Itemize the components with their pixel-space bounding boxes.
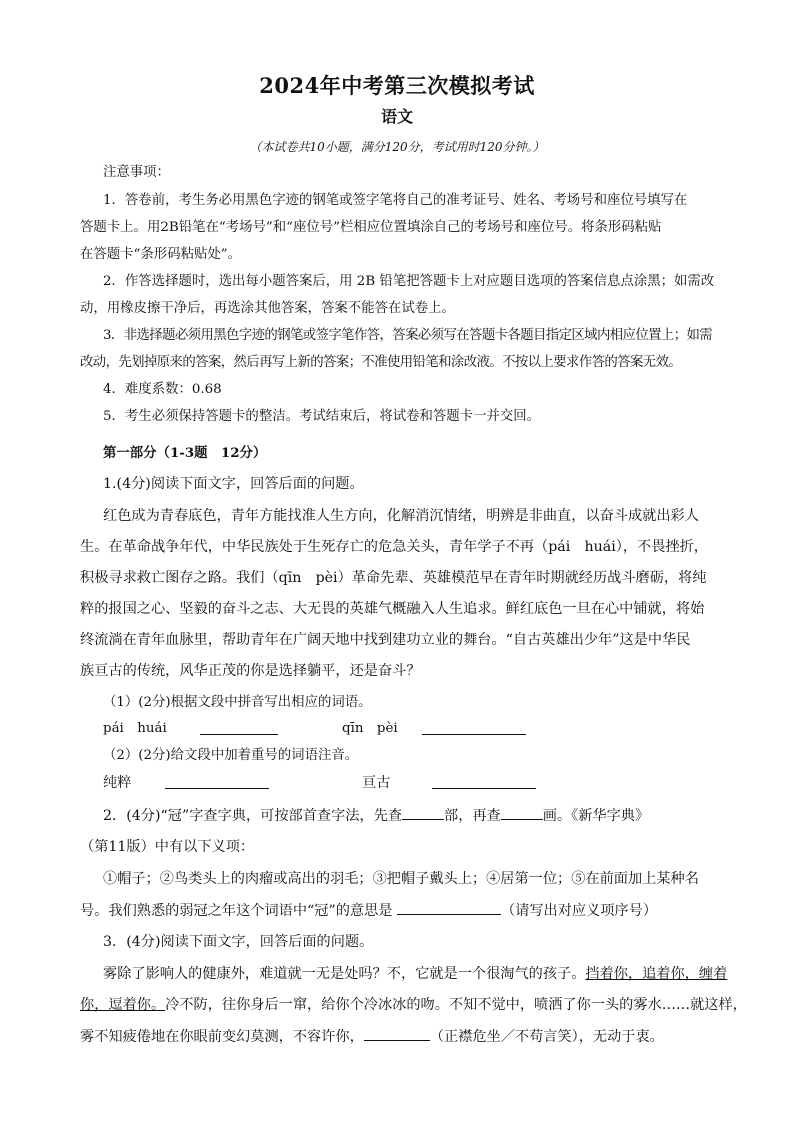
- note-5: 5．考生必须保持答题卡的整洁。考试结束后，将试卷和答题卡一并交回。: [103, 409, 541, 424]
- q1-passage-line-2: 生。在革命战争年代，中华民族处于生死存亡的危急关头，青年学子不再（pái huái），不畏挫折，: [80, 539, 708, 555]
- q1-answer-blank-1[interactable]: [200, 720, 278, 735]
- q3-passage-line-3: [80, 1026, 664, 1047]
- q1-passage-line-3: 积极寻求救亡图存之路。我们（qīn pèi）革命先辈、英雄模范早在青年时期就经历战斗磨砺，将纯: [80, 570, 707, 586]
- q1-sub-2: （2）(2分)给文段中加着重号的词语注音。: [103, 748, 359, 763]
- notes-heading: 注意事项：: [103, 165, 170, 180]
- q1-answer-blank-2[interactable]: [422, 720, 526, 735]
- q2-text-a: 2．(4分)“冠”字查字典，可按部首查字法，先查: [103, 808, 403, 824]
- q2-blank-strokes[interactable]: [501, 805, 543, 820]
- note-2-line-2: 动，用橡皮擦干净后，再选涂其他答案，答案不能答在试卷上。: [80, 301, 455, 316]
- q1-answer-blank-4[interactable]: [432, 774, 536, 789]
- note-1-line-2: 答题卡上。用2B铅笔在“考场号”和“座位号”栏相应位置填涂自己的考场号和座位号。将条形码粘贴: [80, 220, 662, 235]
- q3-underlined-b: 你，逗着你。: [80, 997, 166, 1013]
- q1-sub-1: （1）(2分)根据文段中拼音写出相应的词语。: [103, 695, 372, 710]
- q1-passage-line-1: 红色成为青春底色，青年方能找准人生方向，化解消沉情绪，明辨是非曲直，以奋斗成就出彩人: [103, 508, 699, 524]
- exam-title: 2024年中考第三次模拟考试: [259, 73, 535, 98]
- q1-word-2: 亘古: [362, 775, 391, 791]
- q2-text-b: 部，再查: [444, 808, 501, 824]
- q2-blank-meaning[interactable]: [397, 900, 501, 915]
- q1-stem: 1.(4分)阅读下面文字，回答后面的问题。: [103, 476, 364, 492]
- note-1-line-3: 在答题卡“条形码粘贴处”。: [80, 247, 241, 262]
- q2-line-4: [80, 900, 657, 921]
- q3-text-d: （正襟危坐／不苟言笑），无动于衷。: [429, 1029, 664, 1045]
- q3-passage-line-1: [103, 964, 727, 984]
- q2-line-1: [103, 805, 649, 826]
- q1-answer-blank-3[interactable]: [165, 774, 269, 789]
- q2-text-d: 号。我们熟悉的弱冠之年这个词语中“冠”的意思是: [80, 903, 393, 919]
- q1-passage-line-5: 终流淌在青年血脉里，帮助青年在广阔天地中找到建功立业的舞台。“自古英雄出少年”这是中华民: [80, 632, 691, 648]
- q2-text-c: 画。《新华字典》: [542, 808, 650, 824]
- q2-meanings: ①帽子；②鸟类头上的肉瘤或高出的羽毛；③把帽子戴头上；④居第一位；⑤在前面加上某种名: [103, 871, 699, 887]
- note-4: 4．难度系数：0.68: [103, 382, 222, 397]
- exam-subject: 语文: [380, 107, 413, 126]
- q2-text-e: （请写出对应义项序号）: [500, 903, 658, 919]
- q1-word-1: 纯粹: [103, 775, 132, 791]
- exam-info: （本试卷共10小题，满分120分，考试用时120分钟。）: [249, 140, 545, 154]
- note-1-line-1: 1．答卷前，考生务必用黑色字迹的钢笔或签字笔将自己的准考证号、姓名、考场号和座位号填写在: [103, 193, 688, 208]
- q3-text-c: 雾不知疲倦地在你眼前变幻莫测，不容许你，: [80, 1029, 364, 1045]
- q1-passage-line-6: 族亘古的传统，风华正茂的你是选择躺平，还是奋斗？: [80, 663, 421, 679]
- q3-underlined-a: 挡着你，追着你，缠着: [585, 966, 728, 982]
- q3-stem: 3．(4分)阅读下面文字，回答后面的问题。: [103, 934, 374, 950]
- note-2-line-1: 2．作答选择题时，选出每小题答案后，用 2B 铅笔把答题卡上对应题目选项的答案信息点涂黑；如需改: [103, 274, 715, 289]
- q1-pinyin-1: pái huái: [103, 721, 167, 736]
- q2-blank-radical[interactable]: [402, 805, 444, 820]
- q3-passage-line-2: [80, 995, 747, 1015]
- note-3-line-2: 改动，先划掉原来的答案，然后再写上新的答案；不准使用铅笔和涂改液。不按以上要求作答的答案无效。: [80, 355, 682, 370]
- note-3-line-1: 3．非选择题必须用黑色字迹的钢笔或签字笔作答，答案必须写在答题卡各题目指定区域内相应位置上；如需: [103, 328, 713, 343]
- q3-text-b: 冷不防，往你身后一窜，给你个冷冰冰的吻。不知不觉中，喷洒了你一头的雾水……就这样，: [165, 997, 747, 1013]
- q3-blank-choice[interactable]: [364, 1026, 430, 1041]
- q2-line-2: （第11版）中有以下义项：: [80, 839, 255, 855]
- q1-pinyin-2: qīn pèi: [342, 721, 398, 736]
- part-1-heading: 第一部分（1-3题 12分）: [103, 445, 267, 461]
- q3-text-a: 雾除了影响人的健康外，难道就一无是处吗？不，它就是一个很淘气的孩子。: [103, 966, 586, 982]
- q1-passage-line-4: 粹的报国之心、坚毅的奋斗之志、大无畏的英雄气概融入人生追求。鲜红底色一旦在心中铺就，将始: [80, 601, 705, 617]
